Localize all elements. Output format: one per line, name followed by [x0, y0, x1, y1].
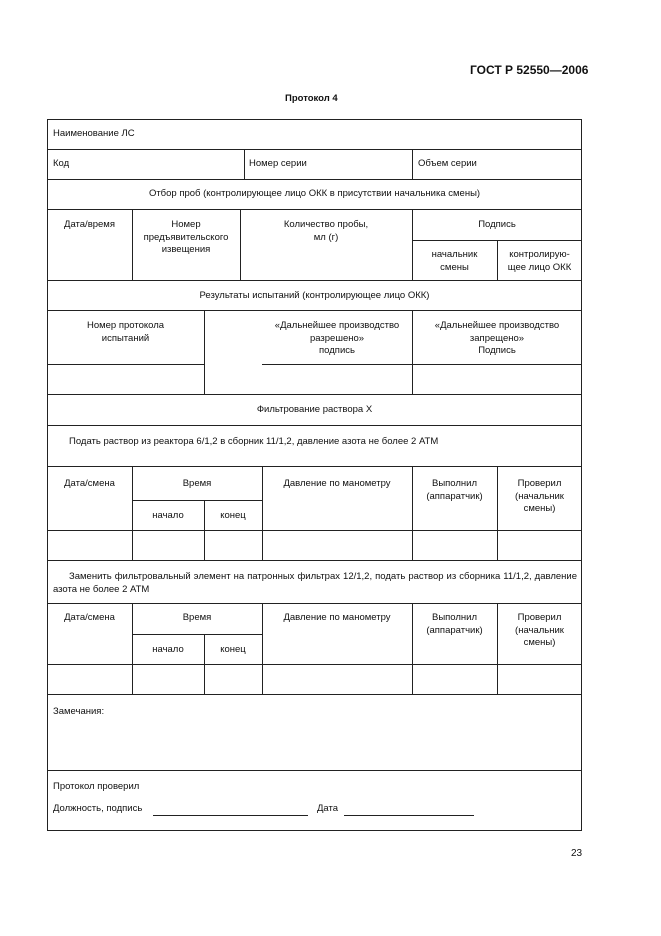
- col-start: начало: [152, 510, 184, 521]
- date-label: Дата: [317, 803, 339, 814]
- date-line[interactable]: [344, 815, 474, 816]
- verified-label: Протокол проверил: [53, 781, 140, 792]
- results-title: Результаты испытаний (контролирующее лицо ОКК): [199, 290, 430, 301]
- col2-checked: Проверил (начальник смены): [515, 612, 564, 648]
- results-protocol-number: Номер протокола испытаний: [86, 320, 165, 344]
- filtration-step1: Подать раствор из реактора 6/1,2 в сборник 11/1,2, давление азота не более 2 АТМ: [69, 436, 439, 447]
- col-performed: Выполнил (аппаратчик): [426, 478, 483, 502]
- sampling-signature: Подпись: [478, 219, 516, 230]
- sampling-qc-person: контролирую- щее лицо ОКК: [507, 249, 572, 273]
- sampling-title: Отбор проб (контролирующее лицо ОКК в присутствии начальника смены): [148, 188, 481, 199]
- sampling-notice-number: Номер предъявительского извещения: [143, 219, 229, 255]
- sampling-quantity: Количество пробы, мл (г): [283, 219, 369, 243]
- standard-code: ГОСТ Р 52550—2006: [470, 63, 589, 77]
- series-number-label: Номер серии: [249, 158, 307, 169]
- col2-date-shift: Дата/смена: [64, 612, 115, 623]
- col-checked: Проверил (начальник смены): [515, 478, 564, 514]
- col-pressure: Давление по манометру: [283, 478, 391, 489]
- col-date-shift: Дата/смена: [64, 478, 115, 489]
- col-time: Время: [182, 478, 212, 489]
- col2-time: Время: [182, 612, 212, 623]
- drug-name-label: Наименование ЛС: [53, 128, 135, 139]
- position-signature-label: Должность, подпись: [53, 803, 143, 814]
- filtration-title: Фильтрование раствора X: [256, 404, 373, 415]
- col2-end: конец: [220, 644, 246, 655]
- sampling-date-time: Дата/время: [64, 219, 115, 230]
- results-allowed: «Дальнейшее производство разрешено» подпись: [274, 320, 400, 356]
- code-label: Код: [53, 158, 70, 169]
- col2-start: начало: [152, 644, 184, 655]
- results-forbidden: «Дальнейшее производство запрещено» Подпись: [434, 320, 560, 356]
- protocol-title: Протокол 4: [285, 93, 338, 104]
- page-number: 23: [571, 848, 583, 859]
- series-volume-label: Объем серии: [418, 158, 477, 169]
- filtration-step2: Заменить фильтровальный элемент на патронных фильтрах 12/1,2, подать раствор из сборника 11/1,2, давление азота не более 2 АТМ: [53, 571, 577, 595]
- col2-pressure: Давление по манометру: [283, 612, 391, 623]
- col2-performed: Выполнил (аппаратчик): [426, 612, 483, 636]
- col-end: конец: [220, 510, 246, 521]
- signature-line[interactable]: [153, 815, 308, 816]
- remarks-label: Замечания:: [53, 706, 105, 717]
- sampling-shift-head: начальник смены: [431, 249, 478, 273]
